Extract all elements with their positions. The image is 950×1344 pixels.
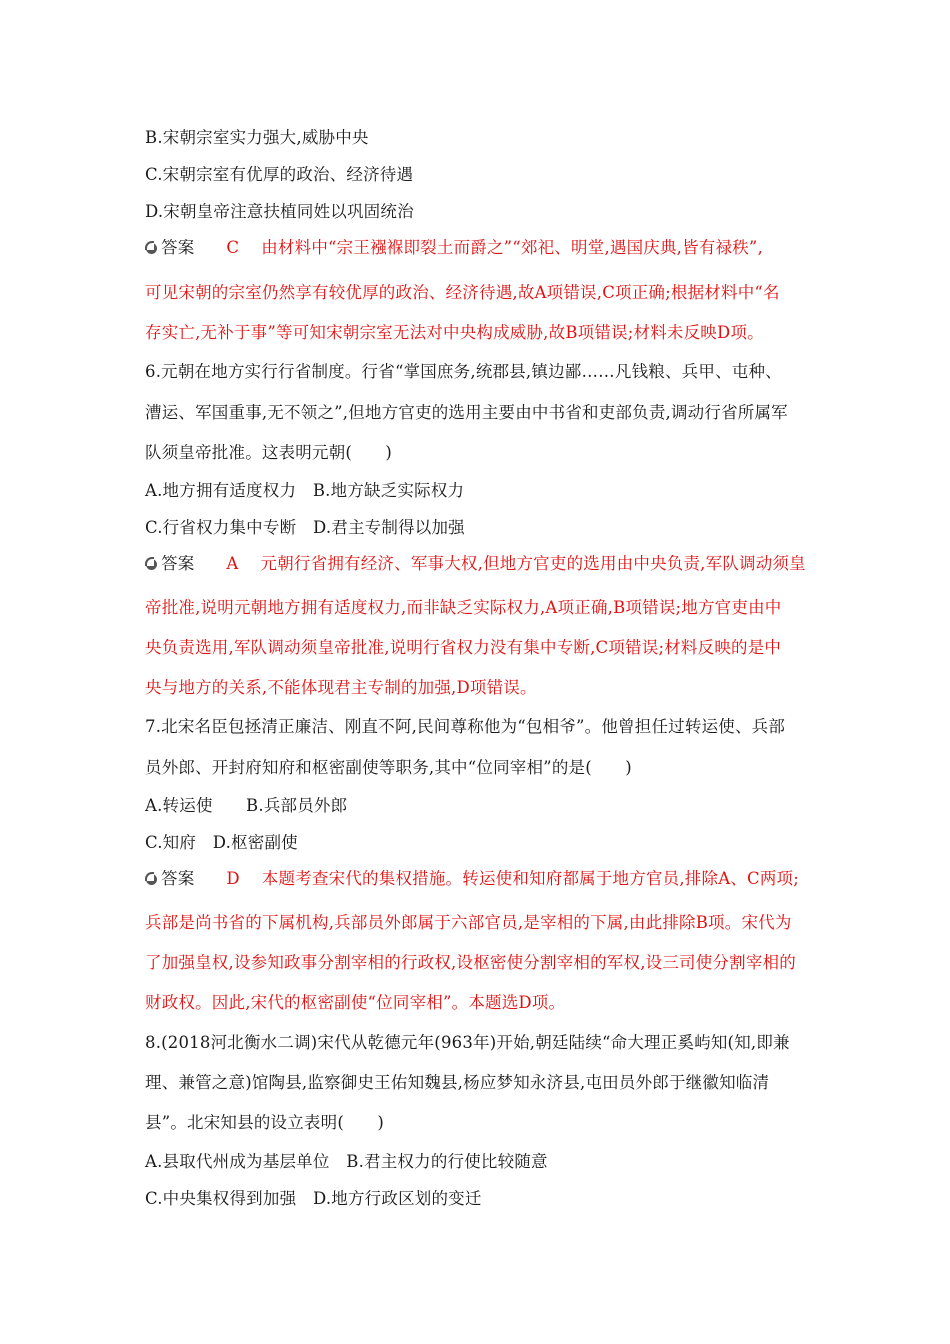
q6-answer-line-3: 央负责选用,军队调动须皇帝批准,说明行省权力没有集中专断,C项错误;材料反映的是中 (145, 638, 782, 657)
q8-options-ab: A.县取代州成为基层单位 B.君主权力的行使比较随意 (145, 1152, 548, 1171)
q6-stem-line-2: 漕运、军国重事,无不领之”,但地方官吏的选用主要由中书省和吏部负责,调动行省所属军 (145, 403, 788, 422)
q7-stem-line-1: 7.北宋名臣包拯清正廉洁、刚直不阿,民间尊称他为“包相爷”。他曾担任过转运使、兵部 (145, 717, 786, 736)
q8-stem-line-2: 理、兼管之意)馆陶县,监察御史王佑知魏县,杨应梦知永济县,屯田员外郎于继徽知临清 (145, 1073, 770, 1092)
q6-options-ab: A.地方拥有适度权力 B.地方缺乏实际权力 (145, 481, 465, 500)
q6-answer-letter: A (226, 554, 239, 573)
q7-answer-text: 本题考查宋代的集权措施。转运使和知府都属于地方官员,排除A、C两项; (261, 869, 799, 888)
q5-answer-line-3: 存实亡,无补于事”等可知宋朝宗室无法对中央构成威胁,故B项错误;材料未反映D项。 (145, 323, 764, 342)
answer-marker-icon (145, 241, 159, 255)
q7-options-ab: A.转运使 B.兵部员外郎 (145, 796, 348, 815)
q6-answer-line-4: 央与地方的关系,不能体现君主专制的加强,D项错误。 (145, 678, 537, 697)
q8-options-cd: C.中央集权得到加强 D.地方行政区划的变迁 (145, 1189, 482, 1208)
q7-answer-label: 答案 (161, 869, 195, 888)
q5-answer-line-1 (145, 237, 815, 259)
q7-answer-line-2: 兵部是尚书省的下属机构,兵部员外郎属于六部官员,是宰相的下属,由此排除B项。宋代为 (145, 913, 792, 932)
q5-answer-letter: C (226, 238, 240, 257)
q7-answer-line-3: 了加强皇权,设参知政事分割宰相的行政权,设枢密使分割宰相的军权,设三司使分割宰相的 (145, 953, 796, 972)
q5-answer-label: 答案 (161, 238, 195, 257)
q6-stem-line-3: 队须皇帝批准。这表明元朝( ) (145, 443, 393, 462)
q8-stem-line-3: 县”。北宋知县的设立表明( ) (145, 1113, 385, 1132)
q6-answer-line-2: 帝批准,说明元朝地方拥有适度权力,而非缺乏实际权力,A项正确,B项错误;地方官吏由中 (145, 598, 782, 617)
answer-marker-icon (145, 557, 159, 571)
q5-option-b: B.宋朝宗室实力强大,威胁中央 (145, 128, 369, 147)
q6-answer-line-1 (145, 553, 815, 575)
q6-answer-text: 元朝行省拥有经济、军事大权,但地方官吏的选用由中央负责,军队调动须皇 (260, 554, 806, 573)
q7-answer-letter: D (226, 869, 240, 888)
q5-option-c: C.宋朝宗室有优厚的政治、经济待遇 (145, 165, 414, 184)
q5-option-d: D.宋朝皇帝注意扶植同姓以巩固统治 (145, 202, 414, 221)
q7-answer-line-4: 财政权。因此,宋代的枢密副使“位同宰相”。本题选D项。 (145, 993, 566, 1012)
q7-stem-line-2: 员外郎、开封府知府和枢密副使等职务,其中“位同宰相”的是( ) (145, 758, 632, 777)
q6-stem-line-1: 6.元朝在地方实行行省制度。行省“掌国庶务,统郡县,镇边鄙……凡钱粮、兵甲、屯种、 (145, 362, 782, 381)
q5-answer-text: 由材料中“宗王襁褓即裂土而爵之”“郊祀、明堂,遇国庆典,皆有禄秩”, (261, 238, 764, 257)
q6-answer-label: 答案 (161, 554, 195, 573)
q6-options-cd: C.行省权力集中专断 D.君主专制得以加强 (145, 518, 465, 537)
q8-stem-line-1: 8.(2018河北衡水二调)宋代从乾德元年(963年)开始,朝廷陆续“命大理正奚屿知(知,即兼 (145, 1033, 790, 1052)
q7-answer-line-1 (145, 868, 815, 890)
q5-answer-line-2: 可见宋朝的宗室仍然享有较优厚的政治、经济待遇,故A项错误,C项正确;根据材料中“名 (145, 283, 780, 302)
answer-marker-icon (145, 872, 159, 886)
q7-options-cd: C.知府 D.枢密副使 (145, 833, 298, 852)
